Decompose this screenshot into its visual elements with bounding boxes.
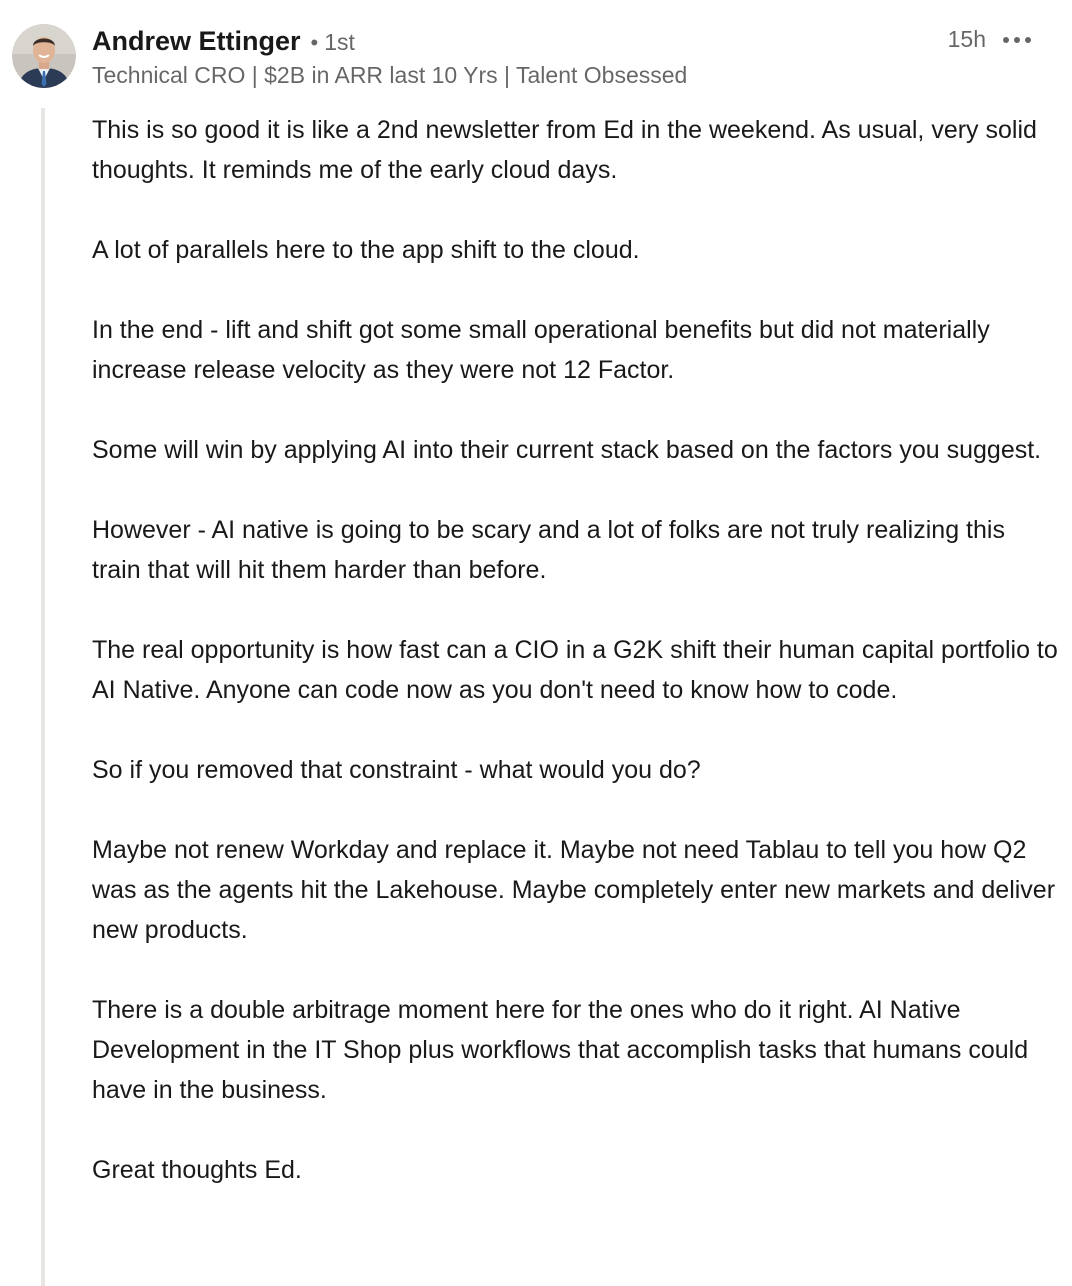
comment-body [92, 110, 1060, 1230]
comment-paragraph: Great thoughts Ed. [92, 1156, 302, 1184]
more-options-button[interactable] [992, 24, 1042, 56]
comment-paragraph: There is a double arbitrage moment here for the ones who do it right. AI Native Development in the IT Shop plus workflows that accomplish tasks that humans could have in the business. [92, 996, 1029, 1104]
author-name[interactable]: Andrew Ettinger [92, 26, 301, 56]
comment-paragraph: The real opportunity is how fast can a CIO in a G2K shift their human capital portfolio to AI Native. Anyone can code now as you don't need to know how to code. [92, 636, 1058, 704]
author-headline: Technical CRO | $2B in ARR last 10 Yrs | Talent Obsessed [92, 62, 688, 88]
comment-paragraph: Maybe not renew Workday and replace it. Maybe not need Tablau to tell you how Q2 was as the agents hit the Lakehouse. Maybe completely enter new markets and deliver new products. [92, 836, 1056, 944]
comment-paragraph: This is so good it is like a 2nd newsletter from Ed in the weekend. As usual, very solid thoughts. It reminds me of the early cloud days. [92, 116, 1037, 184]
comment-paragraph: A lot of parallels here to the app shift to the cloud. [92, 236, 640, 264]
comment-paragraph: So if you removed that constraint - what would you do? [92, 756, 701, 784]
comment-paragraph: Some will win by applying AI into their current stack based on the factors you suggest. [92, 436, 1042, 464]
separator-dot: • [310, 30, 319, 55]
connection-degree: 1st [324, 29, 355, 55]
thread-line [41, 108, 45, 1286]
author-row [92, 26, 355, 57]
avatar[interactable] [12, 24, 76, 88]
ellipsis-icon [1002, 36, 1032, 44]
comment-paragraph: However - AI native is going to be scary and a lot of folks are not truly realizing this train that will hit them harder than before. [92, 516, 1005, 584]
comment-paragraph: In the end - lift and shift got some small operational benefits but did not materially increase release velocity as they were not 12 Factor. [92, 316, 990, 384]
comment-header [92, 24, 1052, 94]
timestamp: 15h [947, 26, 986, 52]
